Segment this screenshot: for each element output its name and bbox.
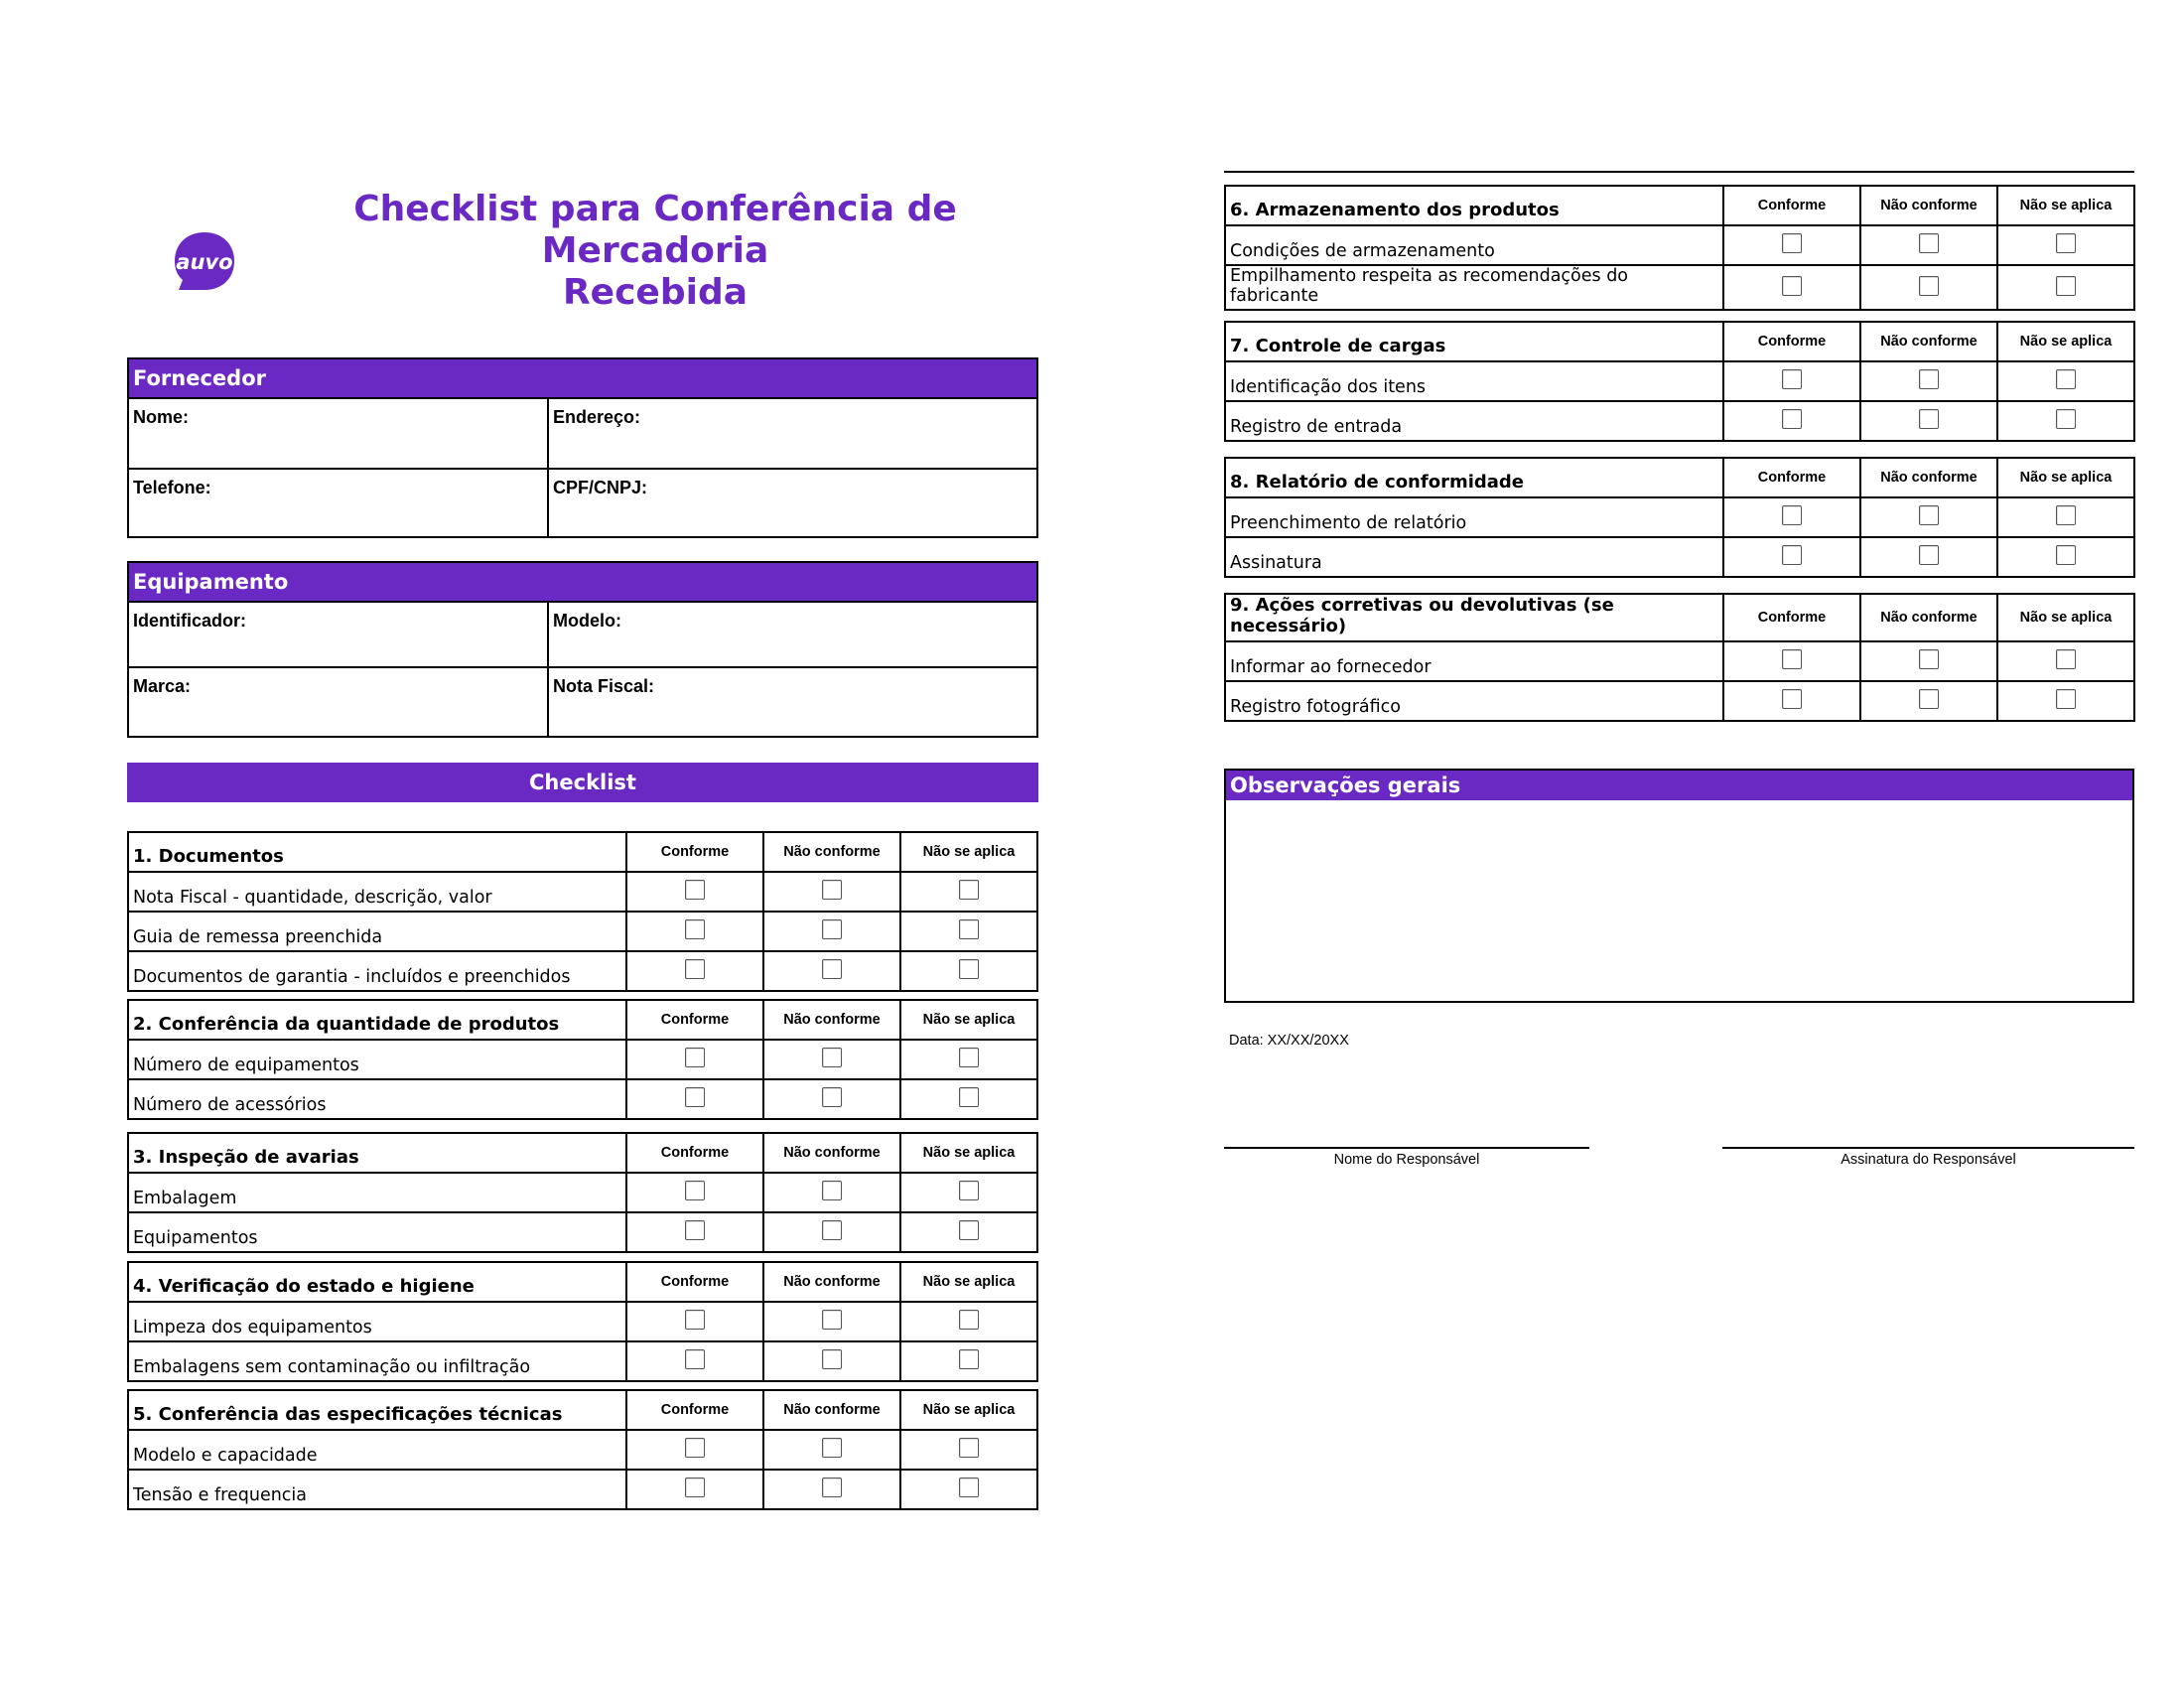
modelo-field[interactable]: Modelo:: [553, 611, 621, 631]
checklist-row: [1225, 641, 2134, 681]
nao-conforme-cell: [1860, 537, 1997, 577]
fornecedor-section: [127, 357, 1038, 538]
column-header-conforme: Conforme: [1723, 322, 1860, 361]
checklist-item-label: Preenchimento de relatório: [1225, 497, 1723, 537]
column-header-nao-conforme: Não conforme: [763, 832, 900, 872]
conforme-cell: [626, 912, 763, 951]
nao-conforme-cell: [1860, 641, 1997, 681]
nao-aplica-cell: [900, 1302, 1037, 1341]
conforme-checkbox[interactable]: [1782, 276, 1802, 296]
column-header-conforme: Conforme: [626, 1390, 763, 1430]
conforme-checkbox[interactable]: [685, 1181, 705, 1200]
nao-conforme-checkbox[interactable]: [822, 1438, 842, 1458]
nao-conforme-checkbox[interactable]: [1919, 233, 1939, 253]
conforme-checkbox[interactable]: [685, 959, 705, 979]
nao-conforme-checkbox[interactable]: [1919, 545, 1939, 565]
conforme-cell: [626, 951, 763, 991]
nao-aplica-checkbox[interactable]: [2056, 545, 2076, 565]
nao-aplica-cell: [1997, 225, 2134, 265]
checklist-item-label: Registro fotográfico: [1225, 681, 1723, 721]
nao-conforme-checkbox[interactable]: [822, 880, 842, 900]
checklist-item-label: Assinatura: [1225, 537, 1723, 577]
conforme-cell: [1723, 641, 1860, 681]
equipamento-header: Equipamento: [129, 563, 1036, 601]
column-header-nao-aplica: Não se aplica: [1997, 594, 2134, 641]
checklist-row: [128, 1341, 1037, 1381]
nao-conforme-checkbox[interactable]: [822, 1349, 842, 1369]
column-header-nao-conforme: Não conforme: [1860, 186, 1997, 225]
observacoes-section[interactable]: [1224, 769, 2134, 1003]
nao-conforme-checkbox[interactable]: [822, 959, 842, 979]
nao-conforme-checkbox[interactable]: [822, 1048, 842, 1067]
column-header-nao-conforme: Não conforme: [763, 1262, 900, 1302]
section-6-table: [1224, 185, 2135, 311]
column-header-nao-aplica: Não se aplica: [900, 1000, 1037, 1040]
nao-conforme-cell: [1860, 225, 1997, 265]
conforme-checkbox[interactable]: [685, 1349, 705, 1369]
endereco-field[interactable]: Endereço:: [553, 407, 641, 427]
nao-conforme-cell: [763, 1212, 900, 1252]
nao-aplica-cell: [900, 951, 1037, 991]
section-title: 1. Documentos: [128, 832, 626, 872]
nao-conforme-cell: [1860, 361, 1997, 401]
conforme-checkbox[interactable]: [685, 1477, 705, 1497]
nao-aplica-checkbox[interactable]: [2056, 649, 2076, 669]
checklist-item-label: Informar ao fornecedor: [1225, 641, 1723, 681]
nome-field[interactable]: Nome:: [129, 399, 549, 468]
signature-line: [1722, 1147, 2134, 1149]
nao-aplica-checkbox[interactable]: [959, 1087, 979, 1107]
checklist-row: [128, 1212, 1037, 1252]
nao-aplica-checkbox[interactable]: [2056, 276, 2076, 296]
conforme-checkbox[interactable]: [685, 1087, 705, 1107]
conforme-cell: [626, 1173, 763, 1212]
column-header-nao-aplica: Não se aplica: [1997, 186, 2134, 225]
checklist-row: [1225, 265, 2134, 310]
name-signature-line: [1224, 1147, 1589, 1149]
nao-conforme-cell: [763, 1302, 900, 1341]
nao-aplica-cell: [900, 1079, 1037, 1119]
checklist-row: [128, 1302, 1037, 1341]
checklist-row: [128, 1079, 1037, 1119]
nao-aplica-checkbox[interactable]: [2056, 233, 2076, 253]
checklist-item-label: Guia de remessa preenchida: [128, 912, 626, 951]
equipamento-section: [127, 561, 1038, 738]
checklist-row: [1225, 681, 2134, 721]
nao-conforme-cell: [763, 1040, 900, 1079]
nao-conforme-cell: [763, 951, 900, 991]
section-3-table: [127, 1132, 1038, 1253]
conforme-cell: [1723, 225, 1860, 265]
title-line-2: Recebida: [562, 272, 749, 313]
checklist-row: [1225, 537, 2134, 577]
nao-aplica-cell: [1997, 265, 2134, 310]
nao-aplica-checkbox[interactable]: [959, 1310, 979, 1330]
column-header-conforme: Conforme: [1723, 594, 1860, 641]
nao-conforme-cell: [1860, 401, 1997, 441]
nao-aplica-checkbox[interactable]: [959, 1477, 979, 1497]
conforme-checkbox[interactable]: [685, 1310, 705, 1330]
conforme-checkbox[interactable]: [685, 1438, 705, 1458]
column-header-nao-aplica: Não se aplica: [900, 1390, 1037, 1430]
checklist-row: [128, 872, 1037, 912]
cpf-cnpj-field[interactable]: CPF/CNPJ:: [553, 478, 648, 497]
nao-conforme-checkbox[interactable]: [822, 1087, 842, 1107]
nao-aplica-checkbox[interactable]: [959, 959, 979, 979]
nao-aplica-cell: [900, 1212, 1037, 1252]
section-title: 6. Armazenamento dos produtos: [1225, 186, 1723, 225]
nao-conforme-checkbox[interactable]: [1919, 689, 1939, 709]
nao-conforme-checkbox[interactable]: [822, 1181, 842, 1200]
nao-conforme-cell: [1860, 497, 1997, 537]
nao-aplica-checkbox[interactable]: [2056, 505, 2076, 525]
conforme-checkbox[interactable]: [1782, 689, 1802, 709]
checklist-row: [128, 951, 1037, 991]
conforme-cell: [626, 1212, 763, 1252]
checklist-item-label: Embalagens sem contaminação ou infiltração: [128, 1341, 626, 1381]
nao-conforme-checkbox[interactable]: [1919, 369, 1939, 389]
section-2-table: [127, 999, 1038, 1120]
conforme-checkbox[interactable]: [685, 919, 705, 939]
conforme-checkbox[interactable]: [1782, 369, 1802, 389]
checklist-row: [1225, 361, 2134, 401]
conforme-cell: [626, 1341, 763, 1381]
column-header-nao-aplica: Não se aplica: [1997, 458, 2134, 497]
nao-conforme-checkbox[interactable]: [1919, 276, 1939, 296]
fornecedor-header: Fornecedor: [129, 359, 1036, 397]
section-1-table: [127, 831, 1038, 992]
conforme-checkbox[interactable]: [685, 880, 705, 900]
nao-aplica-cell: [900, 1341, 1037, 1381]
checklist-row: [1225, 401, 2134, 441]
conforme-checkbox[interactable]: [1782, 233, 1802, 253]
nao-conforme-cell: [763, 1470, 900, 1509]
title-line-1: Checklist para Conferência de Mercadoria: [353, 189, 957, 271]
nao-aplica-cell: [900, 1470, 1037, 1509]
checklist-row: [1225, 497, 2134, 537]
checklist-item-label: Embalagem: [128, 1173, 626, 1212]
column-header-nao-conforme: Não conforme: [763, 1000, 900, 1040]
checklist-item-label: Equipamentos: [128, 1212, 626, 1252]
column-header-nao-conforme: Não conforme: [1860, 322, 1997, 361]
checklist-header: Checklist: [127, 763, 1038, 802]
checklist-row: [128, 1040, 1037, 1079]
nao-conforme-checkbox[interactable]: [1919, 649, 1939, 669]
checklist-item-label: Registro de entrada: [1225, 401, 1723, 441]
checklist-row: [128, 1470, 1037, 1509]
identificador-field[interactable]: Identificador:: [129, 603, 549, 666]
conforme-cell: [1723, 361, 1860, 401]
column-header-nao-aplica: Não se aplica: [900, 1133, 1037, 1173]
checklist-item-label: Identificação dos itens: [1225, 361, 1723, 401]
top-rule: [1224, 171, 2134, 173]
nao-conforme-cell: [763, 1079, 900, 1119]
column-header-conforme: Conforme: [1723, 458, 1860, 497]
nao-aplica-checkbox[interactable]: [2056, 689, 2076, 709]
conforme-checkbox[interactable]: [685, 1048, 705, 1067]
nao-conforme-cell: [763, 1341, 900, 1381]
conforme-checkbox[interactable]: [1782, 545, 1802, 565]
nao-aplica-cell: [900, 872, 1037, 912]
checklist-row: [128, 912, 1037, 951]
nao-aplica-cell: [1997, 641, 2134, 681]
nao-aplica-checkbox[interactable]: [2056, 409, 2076, 429]
checklist-row: [128, 1430, 1037, 1470]
nao-aplica-cell: [900, 1173, 1037, 1212]
nota-fiscal-field[interactable]: Nota Fiscal:: [553, 676, 655, 696]
section-title: 4. Verificação do estado e higiene: [128, 1262, 626, 1302]
auvo-logo: [171, 230, 238, 294]
checklist-item-label: Tensão e frequencia: [128, 1470, 626, 1509]
checklist-item-label: Limpeza dos equipamentos: [128, 1302, 626, 1341]
nao-aplica-checkbox[interactable]: [959, 1438, 979, 1458]
conforme-checkbox[interactable]: [685, 1220, 705, 1240]
section-4-table: [127, 1261, 1038, 1382]
nao-aplica-cell: [900, 1040, 1037, 1079]
checklist-item-label: Número de equipamentos: [128, 1040, 626, 1079]
checklist-item-label: Número de acessórios: [128, 1079, 626, 1119]
checklist-row: [1225, 225, 2134, 265]
logo-text: auvo: [176, 250, 233, 274]
telefone-field[interactable]: Telefone:: [129, 470, 549, 536]
conforme-cell: [1723, 537, 1860, 577]
column-header-nao-aplica: Não se aplica: [900, 1262, 1037, 1302]
nao-aplica-checkbox[interactable]: [959, 880, 979, 900]
nao-conforme-cell: [1860, 681, 1997, 721]
checklist-item-label: Documentos de garantia - incluídos e preenchidos: [128, 951, 626, 991]
section-title: 2. Conferência da quantidade de produtos: [128, 1000, 626, 1040]
checklist-row: [128, 1173, 1037, 1212]
section-9-table: [1224, 593, 2135, 722]
assinatura-responsavel-label: Assinatura do Responsável: [1841, 1152, 2016, 1168]
conforme-cell: [626, 872, 763, 912]
column-header-nao-conforme: Não conforme: [763, 1133, 900, 1173]
checklist-item-label: Nota Fiscal - quantidade, descrição, valor: [128, 872, 626, 912]
nao-aplica-checkbox[interactable]: [959, 1220, 979, 1240]
checklist-item-label: Empilhamento respeita as recomendações do fabricante: [1225, 265, 1723, 310]
section-7-table: [1224, 321, 2135, 442]
conforme-cell: [626, 1040, 763, 1079]
section-title: 8. Relatório de conformidade: [1225, 458, 1723, 497]
column-header-conforme: Conforme: [626, 1000, 763, 1040]
nao-aplica-cell: [900, 912, 1037, 951]
nao-aplica-cell: [1997, 537, 2134, 577]
nao-aplica-cell: [900, 1430, 1037, 1470]
date-label: Data: XX/XX/20XX: [1229, 1033, 1349, 1049]
nao-aplica-cell: [1997, 361, 2134, 401]
column-header-nao-aplica: Não se aplica: [900, 832, 1037, 872]
nao-conforme-checkbox[interactable]: [822, 1310, 842, 1330]
column-header-nao-conforme: Não conforme: [1860, 594, 1997, 641]
checklist-item-label: Modelo e capacidade: [128, 1430, 626, 1470]
checklist-item-label: Condições de armazenamento: [1225, 225, 1723, 265]
nao-conforme-checkbox[interactable]: [1919, 409, 1939, 429]
conforme-checkbox[interactable]: [1782, 649, 1802, 669]
column-header-conforme: Conforme: [1723, 186, 1860, 225]
column-header-nao-aplica: Não se aplica: [1997, 322, 2134, 361]
section-title: 7. Controle de cargas: [1225, 322, 1723, 361]
nao-conforme-cell: [763, 1173, 900, 1212]
column-header-conforme: Conforme: [626, 1262, 763, 1302]
nao-aplica-cell: [1997, 681, 2134, 721]
nao-aplica-cell: [1997, 401, 2134, 441]
conforme-cell: [1723, 681, 1860, 721]
conforme-cell: [1723, 265, 1860, 310]
conforme-checkbox[interactable]: [1782, 409, 1802, 429]
nao-conforme-cell: [763, 1430, 900, 1470]
nao-aplica-cell: [1997, 497, 2134, 537]
column-header-conforme: Conforme: [626, 832, 763, 872]
conforme-cell: [626, 1079, 763, 1119]
nao-conforme-checkbox[interactable]: [822, 1477, 842, 1497]
nao-conforme-checkbox[interactable]: [822, 919, 842, 939]
column-header-nao-conforme: Não conforme: [763, 1390, 900, 1430]
section-title: 9. Ações corretivas ou devolutivas (se necessário): [1225, 594, 1723, 641]
nao-aplica-checkbox[interactable]: [959, 1048, 979, 1067]
section-5-table: [127, 1389, 1038, 1510]
conforme-cell: [626, 1302, 763, 1341]
column-header-conforme: Conforme: [626, 1133, 763, 1173]
page-title: [248, 189, 1062, 314]
marca-field[interactable]: Marca:: [129, 668, 549, 736]
conforme-checkbox[interactable]: [1782, 505, 1802, 525]
section-title: 3. Inspeção de avarias: [128, 1133, 626, 1173]
nao-conforme-cell: [1860, 265, 1997, 310]
nao-aplica-checkbox[interactable]: [959, 919, 979, 939]
nao-aplica-checkbox[interactable]: [959, 1349, 979, 1369]
nao-aplica-checkbox[interactable]: [959, 1181, 979, 1200]
conforme-cell: [626, 1430, 763, 1470]
observacoes-header: Observações gerais: [1226, 771, 2132, 800]
conforme-cell: [626, 1470, 763, 1509]
section-8-table: [1224, 457, 2135, 578]
nao-conforme-checkbox[interactable]: [1919, 505, 1939, 525]
nao-conforme-cell: [763, 872, 900, 912]
section-title: 5. Conferência das especificações técnicas: [128, 1390, 626, 1430]
column-header-nao-conforme: Não conforme: [1860, 458, 1997, 497]
nao-conforme-checkbox[interactable]: [822, 1220, 842, 1240]
conforme-cell: [1723, 497, 1860, 537]
nao-aplica-checkbox[interactable]: [2056, 369, 2076, 389]
conforme-cell: [1723, 401, 1860, 441]
nome-responsavel-label: Nome do Responsável: [1333, 1152, 1480, 1168]
nao-conforme-cell: [763, 912, 900, 951]
